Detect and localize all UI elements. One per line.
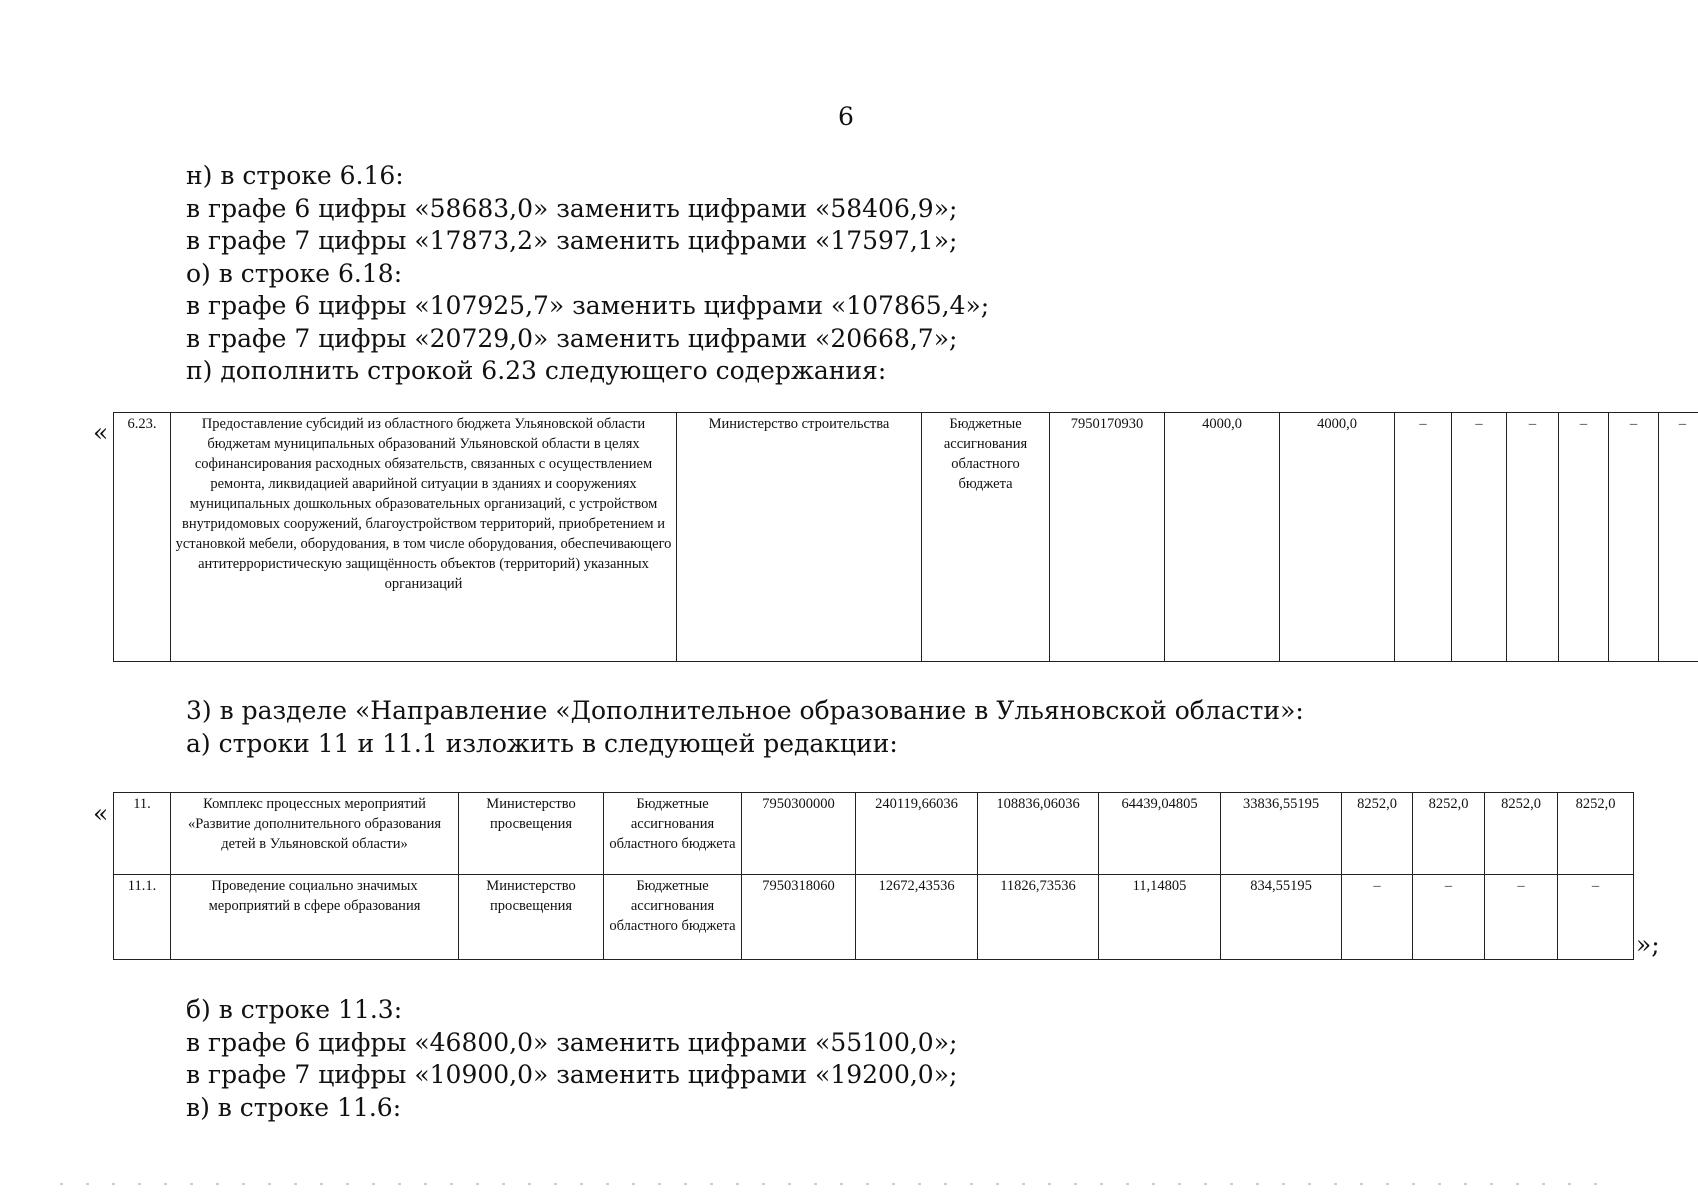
paragraph-line: в графе 7 цифры «17873,2» заменить цифрами «17597,1»; bbox=[186, 226, 958, 255]
page-number: 6 bbox=[838, 102, 854, 131]
row-year-7: – bbox=[1659, 413, 1698, 662]
table2-close-quote: »; bbox=[1636, 930, 1660, 959]
row-year-2: – bbox=[1395, 413, 1452, 662]
paragraph-line: а) строки 11 и 11.1 изложить в следующей редакции: bbox=[186, 728, 898, 758]
row-number: 11.1. bbox=[114, 875, 171, 960]
row-year-1: 108836,06036 bbox=[978, 793, 1099, 875]
row-year-5: 8252,0 bbox=[1413, 793, 1485, 875]
row-year-3: 834,55195 bbox=[1221, 875, 1342, 960]
bottom-paragraphs bbox=[186, 994, 957, 1124]
paragraph-line: 3) в разделе «Направление «Дополнительное образование в Ульяновской области»: bbox=[186, 696, 1304, 725]
paragraph-line: в графе 6 цифры «107925,7» заменить цифрами «107865,4»; bbox=[186, 291, 990, 320]
row-executor: Министерство строительства bbox=[677, 413, 922, 662]
table-row bbox=[114, 793, 1634, 875]
row-executor: Министерство просвещения bbox=[459, 875, 604, 960]
paragraph-line: в графе 7 цифры «10900,0» заменить цифрами «19200,0»; bbox=[186, 1060, 958, 1089]
table-row-6-23 bbox=[113, 412, 1698, 662]
row-description: Комплекс процессных мероприятий «Развитие дополнительного образования детей в Ульяновской области» bbox=[171, 793, 459, 875]
middle-paragraphs bbox=[186, 695, 1304, 760]
top-paragraphs bbox=[186, 160, 989, 388]
row-year-5: – bbox=[1559, 413, 1609, 662]
row-year-4: – bbox=[1507, 413, 1559, 662]
table-row bbox=[114, 875, 1634, 960]
row-number: 11. bbox=[114, 793, 171, 875]
paragraph-line: н) в строке 6.16: bbox=[186, 161, 404, 190]
row-description: Проведение социально значимых мероприятий в сфере образования bbox=[171, 875, 459, 960]
row-year-7: 8252,0 bbox=[1558, 793, 1634, 875]
paragraph-line: о) в строке 6.18: bbox=[186, 258, 403, 288]
row-year-2: 64439,04805 bbox=[1099, 793, 1221, 875]
paragraph-line: в графе 6 цифры «46800,0» заменить цифрами «55100,0»; bbox=[186, 1027, 958, 1057]
table1-open-quote: « bbox=[93, 418, 109, 447]
row-year-4: – bbox=[1342, 875, 1413, 960]
table-rows-11 bbox=[113, 792, 1634, 960]
row-year-6: – bbox=[1485, 875, 1558, 960]
row-year-5: – bbox=[1413, 875, 1485, 960]
row-total: 240119,66036 bbox=[856, 793, 978, 875]
row-year-7: – bbox=[1558, 875, 1634, 960]
row-year-6: – bbox=[1609, 413, 1659, 662]
table2-open-quote: « bbox=[93, 799, 109, 828]
row-budget-code: 7950300000 bbox=[742, 793, 856, 875]
paragraph-line: в) в строке 11.6: bbox=[186, 1092, 402, 1122]
row-total: 12672,43536 bbox=[856, 875, 978, 960]
row-year-3: 33836,55195 bbox=[1221, 793, 1342, 875]
row-funding-source: Бюджетные ассигнования областного бюджета bbox=[604, 793, 742, 875]
paragraph-line: в графе 6 цифры «58683,0» заменить цифрами «58406,9»; bbox=[186, 193, 958, 223]
row-description: Предоставление субсидий из областного бюджета Ульяновской области бюджетам муниципальных образований Ульяновской области в целях софинансирования расходных обязательств, связанных с осуществлением ремонта, ликвидацией аварийной ситуации в зданиях и сооружениях муниципальных дошкольных образовательных организаций, с устройством внутридомовых сооружений, благоустройством территорий, приобретением и установкой мебели, оборудования, в том числе оборудования, обеспечивающего антитеррористическую защищённость объектов (территорий) указанных организаций bbox=[171, 413, 677, 662]
row-funding-source: Бюджетные ассигнования областного бюджета bbox=[922, 413, 1050, 662]
row-year-2: 11,14805 bbox=[1099, 875, 1221, 960]
paragraph-line: п) дополнить строкой 6.23 следующего содержания: bbox=[186, 356, 887, 385]
row-year-4: 8252,0 bbox=[1342, 793, 1413, 875]
row-executor: Министерство просвещения bbox=[459, 793, 604, 875]
row-total: 4000,0 bbox=[1165, 413, 1280, 662]
row-budget-code: 7950318060 bbox=[742, 875, 856, 960]
table-row bbox=[114, 413, 1698, 662]
row-number: 6.23. bbox=[114, 413, 171, 662]
row-year-6: 8252,0 bbox=[1485, 793, 1558, 875]
paragraph-line: б) в строке 11.3: bbox=[186, 995, 403, 1024]
row-year-1: 4000,0 bbox=[1280, 413, 1395, 662]
row-funding-source: Бюджетные ассигнования областного бюджета bbox=[604, 875, 742, 960]
paragraph-line: в графе 7 цифры «20729,0» заменить цифрами «20668,7»; bbox=[186, 323, 958, 353]
row-budget-code: 7950170930 bbox=[1050, 413, 1165, 662]
row-year-1: 11826,73536 bbox=[978, 875, 1099, 960]
scan-artifact-dots bbox=[60, 1183, 1600, 1185]
row-year-3: – bbox=[1452, 413, 1507, 662]
